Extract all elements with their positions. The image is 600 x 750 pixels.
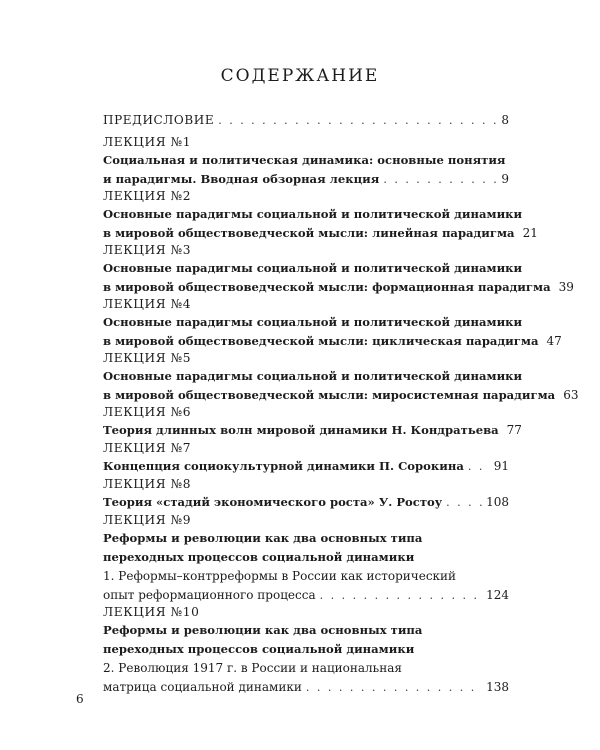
- toc-entry-lecture-2: [103, 187, 538, 243]
- toc-line: [103, 640, 509, 659]
- preface-page: 8: [501, 113, 509, 127]
- lecture-subtitle-line: матрица социальной динамики: [103, 680, 302, 694]
- lecture-label: ЛЕКЦИЯ №10: [103, 605, 200, 619]
- toc-entry-lecture-4: [103, 295, 562, 351]
- lecture-label: ЛЕКЦИЯ №8: [103, 477, 192, 491]
- lecture-title-line: Реформы и революции как два основных типа: [103, 531, 423, 545]
- toc-line: [103, 111, 509, 130]
- toc-line: [103, 259, 523, 278]
- dot-leader: [218, 111, 497, 130]
- lecture-subtitle-line: 2. Революция 1917 г. в России и национальная: [103, 661, 402, 675]
- lecture-title-line: Теория длинных волн мировой динамики Н. Кондратьева: [103, 423, 499, 437]
- dot-leader: [468, 457, 490, 476]
- lecture-subtitle-line: 1. Реформы–контрреформы в России как исторический: [103, 569, 457, 583]
- toc-entry-lecture-7: [103, 439, 509, 476]
- lecture-page: 47: [546, 334, 562, 348]
- lecture-page: 91: [493, 459, 509, 473]
- toc-line: [103, 659, 509, 678]
- toc-entry-lecture-8: [103, 475, 509, 512]
- toc-line: [103, 421, 522, 440]
- lecture-title-line: Основные парадигмы социальной и политической динамики: [103, 207, 523, 221]
- lecture-page: 39: [558, 280, 574, 294]
- toc-line: [103, 205, 523, 224]
- toc-line: [103, 621, 509, 640]
- lecture-title-line: Основные парадигмы социальной и политической динамики: [103, 261, 523, 275]
- lecture-subtitle-line: опыт реформационного процесса: [103, 588, 316, 602]
- lecture-label: ЛЕКЦИЯ №7: [103, 441, 192, 455]
- lecture-title-line: переходных процессов социальной динамики: [103, 642, 415, 656]
- toc-line: [103, 678, 509, 697]
- toc-line: [103, 457, 509, 476]
- toc-line: [103, 367, 523, 386]
- lecture-label: ЛЕКЦИЯ №3: [103, 243, 192, 257]
- lecture-label: ЛЕКЦИЯ №6: [103, 405, 192, 419]
- lecture-title-line: в мировой обществоведческой мысли: циклическая парадигма: [103, 334, 539, 348]
- toc-line: [103, 493, 509, 512]
- lecture-label: ЛЕКЦИЯ №5: [103, 351, 192, 365]
- toc-entry-preface: [103, 111, 509, 130]
- lecture-title-line: переходных процессов социальной динамики: [103, 550, 415, 564]
- dot-leader: [446, 493, 482, 512]
- toc-line: [103, 151, 509, 170]
- lecture-page: 138: [486, 680, 509, 694]
- page-number: 6: [76, 692, 84, 706]
- lecture-title-line: и парадигмы. Вводная обзорная лекция: [103, 172, 380, 186]
- lecture-title-line: в мировой обществоведческой мысли: миросистемная парадигма: [103, 388, 556, 402]
- toc-entry-lecture-1: [103, 133, 509, 189]
- lecture-title-line: в мировой обществоведческой мысли: формационная парадигма: [103, 280, 551, 294]
- toc-line: [103, 548, 509, 567]
- toc-line: [103, 529, 509, 548]
- lecture-title-line: Теория «стадий экономического роста» У. Ростоу: [103, 495, 443, 509]
- lecture-label: ЛЕКЦИЯ №2: [103, 189, 192, 203]
- dot-leader: [306, 678, 482, 697]
- toc-entry-lecture-5: [103, 349, 579, 405]
- lecture-page: 77: [506, 423, 522, 437]
- lecture-title-line: Социальная и политическая динамика: основные понятия: [103, 153, 506, 167]
- toc-line: [103, 313, 523, 332]
- page-title: СОДЕРЖАНИЕ: [220, 66, 380, 86]
- toc-entry-lecture-3: [103, 241, 574, 297]
- lecture-title-line: Концепция социокультурной динамики П. Сорокина: [103, 459, 464, 473]
- lecture-title-line: Реформы и революции как два основных типа: [103, 623, 423, 637]
- lecture-page: 21: [522, 226, 538, 240]
- lecture-page: 124: [486, 588, 509, 602]
- toc-entry-lecture-6: [103, 403, 522, 440]
- toc-entry-lecture-9: [103, 511, 509, 605]
- lecture-page: 63: [563, 388, 579, 402]
- toc-line: [103, 567, 509, 586]
- lecture-label: ЛЕКЦИЯ №1: [103, 135, 192, 149]
- lecture-title-line: Основные парадигмы социальной и политической динамики: [103, 315, 523, 329]
- lecture-page: 9: [501, 172, 509, 186]
- lecture-label: ЛЕКЦИЯ №9: [103, 513, 192, 527]
- preface-label: ПРЕДИСЛОВИЕ: [103, 113, 215, 127]
- lecture-title-line: в мировой обществоведческой мысли: линейная парадигма: [103, 226, 515, 240]
- lecture-title-line: Основные парадигмы социальной и политической динамики: [103, 369, 523, 383]
- toc-entry-lecture-10: [103, 603, 509, 697]
- lecture-label: ЛЕКЦИЯ №4: [103, 297, 192, 311]
- lecture-page: 108: [486, 495, 509, 509]
